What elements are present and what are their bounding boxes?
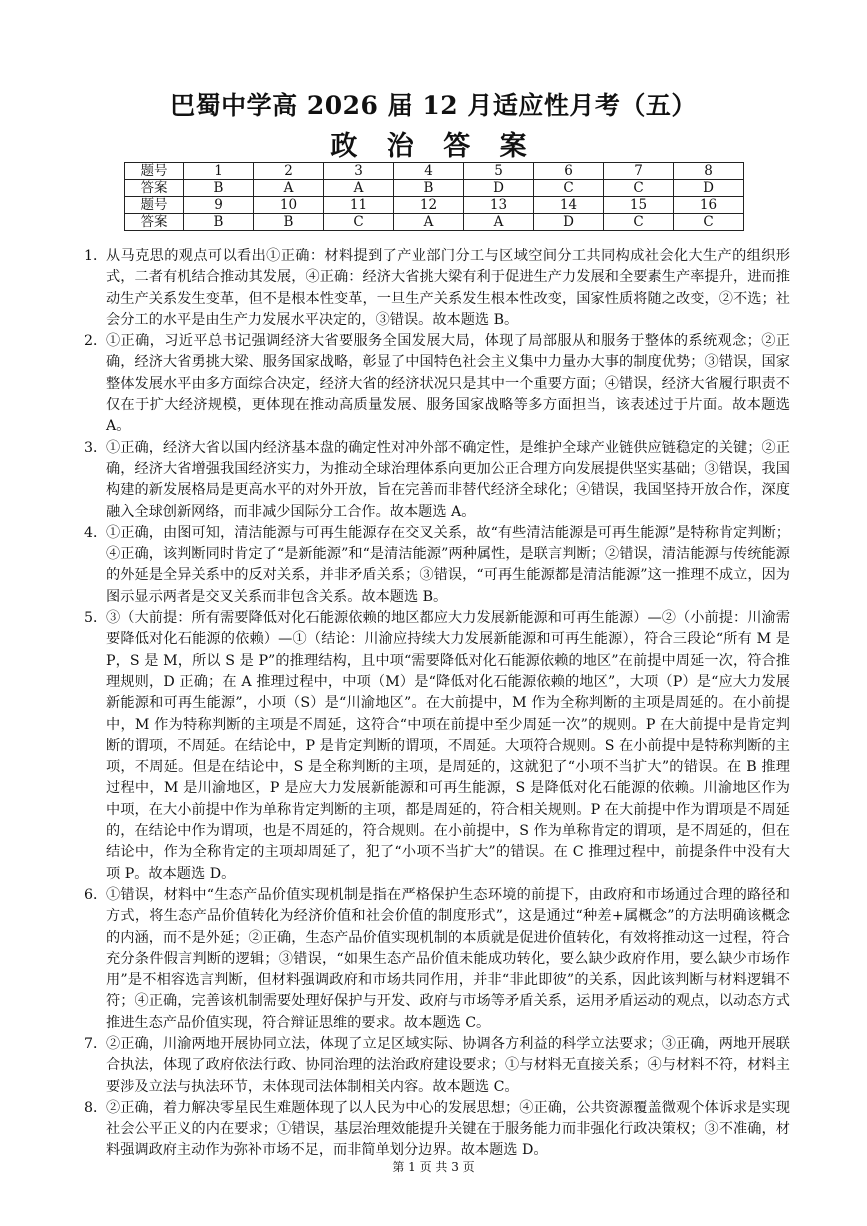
table-cell: B <box>184 180 254 197</box>
table-cell: A <box>394 214 464 231</box>
explanation-text: ①正确，由图可知，清洁能源与可再生能源存在交叉关系，故“有些清洁能源是可再生能源”是特称肯定判断；④正确，该判断同时肯定了“是新能源”和“是清洁能源”两种属性，是联言判断；②错误，清洁能源与传统能源的外延是全异关系中的反对关系，并非矛盾关系；③错误，“可再生能源都是清洁能源”这一推理不成立，因为图示显示两者是交叉关系而非包含关系。故本题选 B。 <box>106 524 790 605</box>
explanation-item <box>84 331 790 437</box>
explanation-text: ①错误，材料中“生态产品价值实现机制是指在严格保护生态环境的前提下，由政府和市场通过合理的路径和方式，将生态产品价值转化为经济价值和社会价值的制度形式”，这是通过“种差+属概念”的方法明确该概念的内涵，而不是外延；②正确，生态产品价值实现机制的本质就是促进价值转化，有效将推动这一过程，符合充分条件假言判断的逻辑；③错误，“如果生态产品价值未能成功转化，要么缺少政府作用，要么缺少市场作用”是不相容选言判断，但材料强调政府和市场共同作用，并非“非此即彼”的关系，因此该判断与材料逻辑不符；④正确，完善该机制需要处理好保护与开发、政府与市场等矛盾关系，运用矛盾运动的观点，以动态方式推进生态产品价值实现，符合辩证思维的要求。故本题选 C。 <box>106 886 790 1031</box>
explanation-item <box>84 1098 790 1162</box>
question-number: 3． <box>84 439 108 456</box>
table-cell: D <box>464 180 534 197</box>
explanation-list <box>84 246 790 1162</box>
explanation-text: ③（大前提：所有需要降低对化石能源依赖的地区都应大力发展新能源和可再生能源）—②（小前提：川渝需要降低对化石能源的依赖）—①（结论：川渝应持续大力发展新能源和可再生能源），符合三段论“所有 M 是 P，S 是 M，所以 S 是 P”的推理结构，且中项“需要降低对化石能源依赖的地区”在前提中周延一次，符合推理规则，D 正确；在 A 推理过程中，中项（M）是“降低对化石能源依赖的地区”，大项（P）是“应大力发展新能源和可再生能源”，小项（S）是“川渝地区”。在大前提中，M 作为全称判断的主项是周延的。在小前提中，M 作为特称判断的主项是不周延，这符合“中项在前提中至少周延一次”的规则。P 在大前提中是肯定判断的谓项，不周延。在结论中，P 是肯定判断的谓项，不周延。大项符合规则。S 在小前提中是特称判断的主项，不周延。但是在结论中，S 是全称判断的主项，是周延的，这就犯了“小项不当扩大”的错误。在 B 推理过程中，M 是川渝地区，P 是应大力发展新能源和可再生能源，S 是降低对化石能源的依赖。川渝地区作为中项，在大小前提中作为单称肯定判断的主项，都是周延的，符合相关规则。P 在大前提中作为谓项是不周延的，在结论中作为谓项，也是不周延的，符合规则。在小前提中，S 作为单称肯定的谓项，是不周延的，但在结论中，作为全称肯定的主项却周延了，犯了“小项不当扩大”的错误。在 C 推理过程中，前提条件中没有大项 P。故本题选 D。 <box>106 610 790 882</box>
page-subtitle: 政 治 答 案 <box>330 131 537 162</box>
explanation-item <box>84 523 790 608</box>
explanation-item <box>84 438 790 523</box>
question-number: 6． <box>84 886 108 903</box>
explanation-item <box>84 246 790 331</box>
explanation-item <box>84 885 790 1034</box>
page-footer: 第 1 页 共 3 页 <box>392 1160 475 1174</box>
table-row <box>125 163 744 180</box>
table-cell: 3 <box>324 163 394 180</box>
question-number: 2． <box>84 333 108 350</box>
table-cell: 11 <box>324 197 394 214</box>
table-cell: B <box>394 180 464 197</box>
table-row <box>125 214 744 231</box>
table-row <box>125 180 744 197</box>
explanation-text: ②正确，着力解决零星民生难题体现了以人民为中心的发展思想；④正确，公共资源覆盖微观个体诉求是实现社会公平正义的内在要求；①错误，基层治理效能提升关键在于服务能力而非强化行政决策权；③不准确，材料强调政府主动作为弥补市场不足，而非简单划分边界。故本题选 D。 <box>106 1099 790 1159</box>
table-cell: C <box>324 214 394 231</box>
table-cell: 13 <box>464 197 534 214</box>
table-cell: 10 <box>254 197 324 214</box>
table-cell: 题号 <box>125 163 184 180</box>
table-cell: 答案 <box>125 214 184 231</box>
table-cell: 8 <box>674 163 744 180</box>
table-cell: 16 <box>674 197 744 214</box>
table-cell: B <box>184 214 254 231</box>
explanation-item <box>84 1034 790 1098</box>
table-cell: 12 <box>394 197 464 214</box>
table-cell: C <box>674 214 744 231</box>
table-cell: C <box>604 180 674 197</box>
explanation-text: ①正确，习近平总书记强调经济大省要服务全国发展大局，体现了局部服从和服务于整体的系统观念；②正确，经济大省勇挑大梁、服务国家战略，彰显了中国特色社会主义集中力量办大事的制度优势；③错误，国家整体发展水平由多方面综合决定，经济大省的经济状况只是其中一个重要方面；④错误，经济大省履行职责不仅在于扩大经济规模，更体现在推动高质量发展、服务国家战略等多方面担当，该表述过于片面。故本题选 A。 <box>106 333 790 435</box>
table-cell: A <box>464 214 534 231</box>
question-number: 7． <box>84 1035 108 1052</box>
question-number: 8． <box>84 1099 108 1116</box>
question-number: 5． <box>84 610 108 627</box>
table-cell: 5 <box>464 163 534 180</box>
table-cell: D <box>534 214 604 231</box>
table-cell: 4 <box>394 163 464 180</box>
explanation-text: ①正确，经济大省以国内经济基本盘的确定性对冲外部不确定性，是维护全球产业链供应链稳定的关键；②正确，经济大省增强我国经济实力，为推动全球治理体系向更加公正合理方向发展提供坚实基础；③错误，我国构建的新发展格局是更高水平的对外开放，旨在完善而非替代经济全球化；④错误，我国坚持开放合作，深度融入全球创新网络，而非减少国际分工合作。故本题选 A。 <box>106 439 790 520</box>
table-cell: 6 <box>534 163 604 180</box>
table-cell: 7 <box>604 163 674 180</box>
explanation-text: ②正确，川渝两地开展协同立法，体现了立足区域实际、协调各方利益的科学立法要求；③正确，两地开展联合执法，体现了政府依法行政、协同治理的法治政府建设要求；①与材料无直接关系；④与材料不符，材料主要涉及立法与执法环节，未体现司法体制相关内容。故本题选 C。 <box>106 1035 790 1095</box>
question-number: 4． <box>84 524 108 541</box>
table-cell: A <box>324 180 394 197</box>
table-cell: 题号 <box>125 197 184 214</box>
table-cell: 1 <box>184 163 254 180</box>
page-title: 巴蜀中学高 2026 届 12 月适应性月考（五） <box>170 91 697 120</box>
table-cell: 答案 <box>125 180 184 197</box>
table-cell: C <box>604 214 674 231</box>
answer-table <box>124 162 744 231</box>
question-number: 1． <box>84 248 108 264</box>
table-cell: B <box>254 214 324 231</box>
explanation-text: 从马克思的观点可以看出①正确：材料提到了产业部门分工与区域空间分工共同构成社会化大生产的组织形式，二者有机结合推动其发展，④正确：经济大省挑大梁有利于促进生产力发展和全要素生产率提升，进而推动生产关系发生变革，但不是根本性变革，一旦生产关系发生根本性改变，国家性质将随之改变，②不选；社会分工的水平是由生产力发展水平决定的，③错误。故本题选 B。 <box>106 248 790 328</box>
table-row <box>125 197 744 214</box>
explanation-item <box>84 608 790 885</box>
table-cell: D <box>674 180 744 197</box>
table-cell: 15 <box>604 197 674 214</box>
table-cell: 9 <box>184 197 254 214</box>
table-cell: 14 <box>534 197 604 214</box>
table-cell: 2 <box>254 163 324 180</box>
table-cell: A <box>254 180 324 197</box>
table-cell: C <box>534 180 604 197</box>
